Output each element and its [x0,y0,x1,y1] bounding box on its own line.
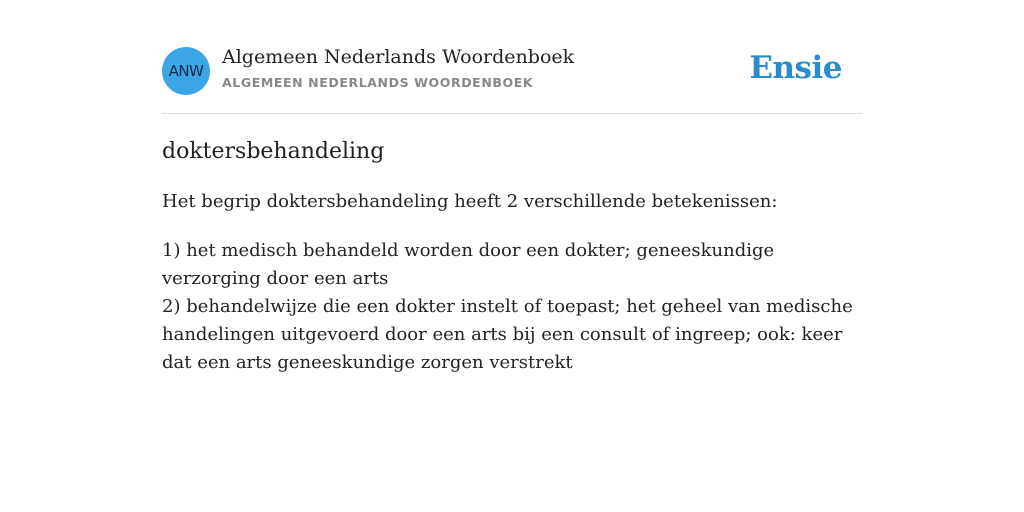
meanings-list [162,237,862,377]
source-title[interactable]: Algemeen Nederlands Woordenboek [222,46,575,68]
meaning-item: 2) behandelwijze die een dokter instelt of toepast; het geheel van medische handelingen uitgevoerd door een arts bij een consult of ingreep; ook: keer dat een arts geneeskundige zorgen verstrekt [162,296,853,373]
logo-text: ANW [168,62,204,80]
entry-card [162,0,862,373]
anw-logo[interactable] [162,47,210,95]
ensie-brand-logo[interactable]: Ensie [749,50,842,86]
source-subtitle: ALGEMEEN NEDERLANDS WOORDENBOEK [222,75,534,90]
meaning-item: 1) het medisch behandeld worden door een dokter; geneeskundige verzorging door een arts [162,240,775,289]
source-header [162,0,862,114]
headword: doktersbehandeling [162,139,385,164]
meaning-intro: Het begrip doktersbehandeling heeft 2 verschillende betekenissen: [162,191,778,212]
